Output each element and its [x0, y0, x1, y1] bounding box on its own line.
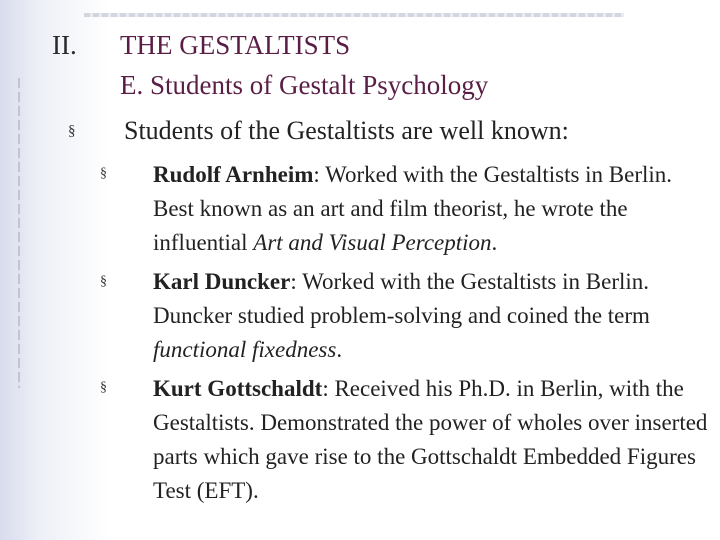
bullet-icon: § — [100, 380, 107, 395]
item-text: : Worked with the Gestaltists in Berlin. Duncker studied problem-solving and coined the term — [153, 269, 650, 328]
item-text-end: . — [336, 337, 343, 362]
list-item-gottschaldt — [153, 372, 715, 508]
bullet-icon: § — [100, 166, 107, 181]
person-name: Karl Duncker — [153, 269, 291, 294]
item-text-end: . — [491, 230, 498, 255]
person-name: Rudolf Arnheim — [153, 162, 314, 187]
item-text: : Received his Ph.D. in Berlin, with the Gestaltists. Demonstrated the power of wholes over inserted parts which gave rise to the Gottschaldt Embedded Figures Test (EFT). — [153, 376, 708, 503]
item-text: : Worked with the Gestaltists in Berlin. Best known as an art and film theorist, he wrote the influential — [153, 162, 673, 255]
slide-subtitle: E. Students of Gestalt Psychology — [120, 70, 489, 100]
term-italic: functional fixedness — [153, 337, 337, 362]
slide-title: THE GESTALTISTS — [120, 30, 351, 60]
section-number: II. — [52, 30, 77, 60]
book-title: Art and Visual Perception — [253, 230, 492, 255]
left-decorative-rule — [18, 78, 20, 388]
intro-text: Students of the Gestaltists are well known: — [124, 116, 569, 145]
top-decorative-rule — [84, 13, 624, 17]
bullet-icon: § — [68, 123, 76, 139]
list-item-arnheim — [153, 158, 715, 260]
person-name: Kurt Gottschaldt — [153, 376, 323, 401]
bullet-icon: § — [100, 274, 107, 289]
list-item-duncker — [153, 265, 715, 367]
